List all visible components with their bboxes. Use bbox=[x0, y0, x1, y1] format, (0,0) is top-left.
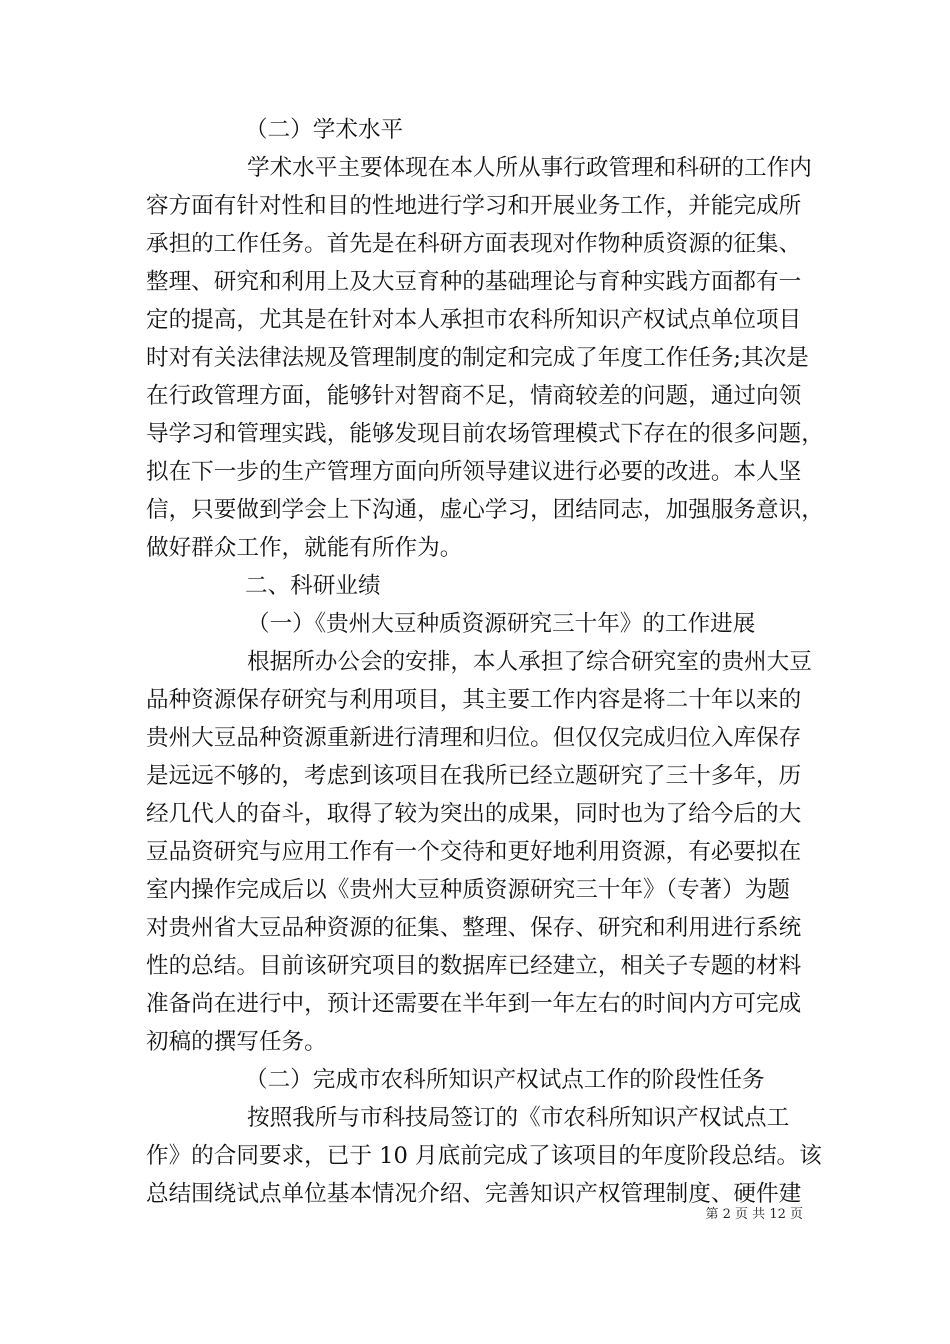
paragraph-line: 容方面有针对性和目的性地进行学习和开展业务工作，并能完成所 bbox=[146, 193, 802, 219]
paragraph-line: 豆品资研究与应用工作有一个交待和更好地利用资源，有必要拟在 bbox=[146, 839, 802, 865]
paragraph-line: 导学习和管理实践，能够发现目前农场管理模式下存在的很多问题， bbox=[146, 421, 824, 447]
section-heading-academic-level: （二）学术水平 bbox=[245, 117, 404, 143]
paragraph-line: 性的总结。目前该研究项目的数据库已经建立，相关子专题的材料 bbox=[146, 953, 802, 979]
paragraph-line: 整理、研究和利用上及大豆育种的基础理论与育种实践方面都有一 bbox=[146, 269, 802, 295]
paragraph-line: 信，只要做到学会上下沟通，虚心学习，团结同志，加强服务意识， bbox=[146, 497, 824, 523]
paragraph-line: 作》的合同要求，已于 10 月底前完成了该项目的年度阶段总结。该 bbox=[146, 1143, 822, 1169]
paragraph-line: 准备尚在进行中，预计还需要在半年到一年左右的时间内方可完成 bbox=[146, 991, 802, 1017]
paragraph-line: 根据所办公会的安排，本人承担了综合研究室的贵州大豆 bbox=[247, 649, 812, 675]
paragraph-line: 经几代人的奋斗，取得了较为突出的成果，同时也为了给今后的大 bbox=[146, 801, 802, 827]
paragraph-line: 是远远不够的，考虑到该项目在我所已经立题研究了三十多年，历 bbox=[146, 763, 802, 789]
paragraph-line: 贵州大豆品种资源重新进行清理和归位。但仅仅完成归位入库保存 bbox=[146, 725, 802, 751]
paragraph-line: 定的提高，尤其是在针对本人承担市农科所知识产权试点单位项目 bbox=[146, 307, 802, 333]
paragraph-line: 对贵州省大豆品种资源的征集、整理、保存、研究和利用进行系统 bbox=[146, 915, 802, 941]
paragraph-line: 室内操作完成后以《贵州大豆种质资源研究三十年》（专著）为题 bbox=[146, 877, 790, 903]
subsection-heading-soybean-germplasm: （一）《贵州大豆种质资源研究三十年》的工作进展 bbox=[247, 611, 756, 637]
paragraph-line: 做好群众工作，就能有所作为。 bbox=[146, 535, 463, 561]
paragraph-line: 品种资源保存研究与利用项目，其主要工作内容是将二十年以来的 bbox=[146, 687, 802, 713]
paragraph-line: 承担的工作任务。首先是在科研方面表现对作物种质资源的征集、 bbox=[146, 231, 802, 257]
section-heading-research-achievements: 二、科研业绩 bbox=[245, 573, 381, 599]
paragraph-line: 学术水平主要体现在本人所从事行政管理和科研的工作内 bbox=[247, 155, 812, 181]
paragraph-line: 初稿的撰写任务。 bbox=[146, 1029, 327, 1055]
subsection-heading-ip-pilot: （二）完成市农科所知识产权试点工作的阶段性任务 bbox=[245, 1067, 765, 1093]
paragraph-line: 按照我所与市科技局签订的《市农科所知识产权试点工 bbox=[247, 1105, 790, 1131]
paragraph-line: 在行政管理方面，能够针对智商不足，情商较差的问题，通过向领 bbox=[146, 383, 802, 409]
paragraph-line: 总结围绕试点单位基本情况介绍、完善知识产权管理制度、硬件建 bbox=[146, 1181, 802, 1207]
paragraph-line: 拟在下一步的生产管理方面向所领导建议进行必要的改进。本人坚 bbox=[146, 459, 802, 485]
paragraph-line: 时对有关法律法规及管理制度的制定和完成了年度工作任务;其次是 bbox=[146, 345, 809, 371]
page-number-footer: 第 2 页 共 12 页 bbox=[705, 1207, 803, 1222]
